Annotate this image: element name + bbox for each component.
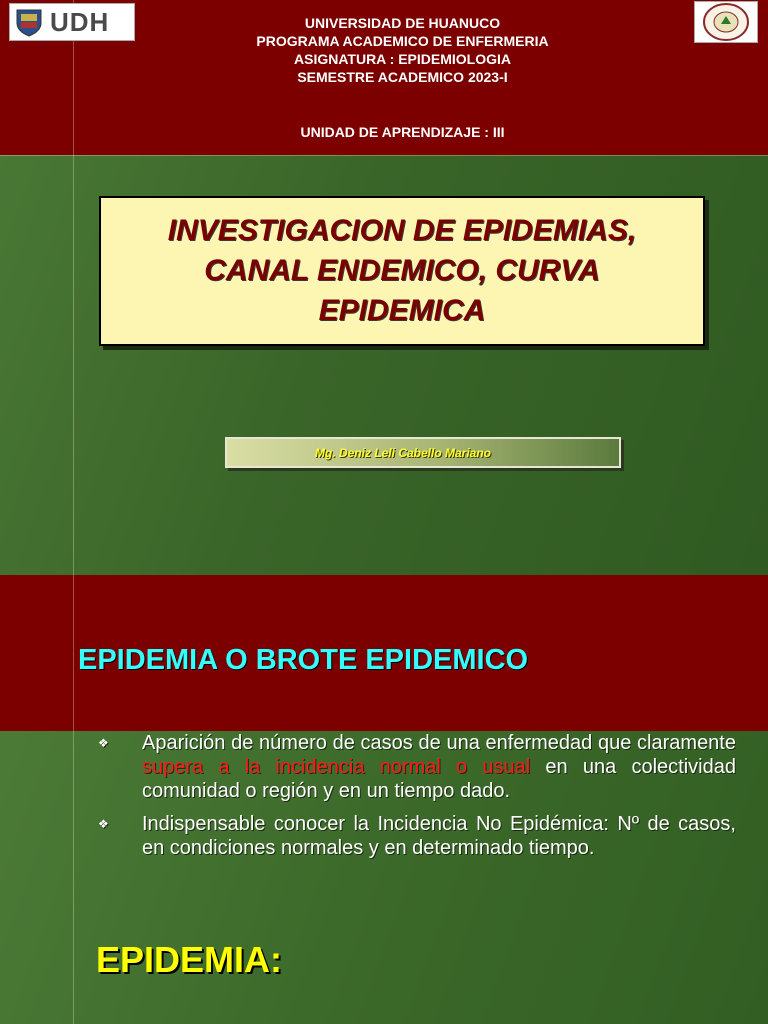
bullet-item-2 xyxy=(98,812,736,860)
bullet-1-text-end: en una colectividad comunidad o región y en un tiempo dado. xyxy=(142,756,736,802)
bullet-list xyxy=(98,731,736,869)
bullet-item-1 xyxy=(98,731,736,803)
diamond-bullet-icon: ❖ xyxy=(98,736,109,750)
title-line-3: EPIDEMICA xyxy=(318,294,486,327)
institution-header xyxy=(0,14,768,86)
bullet-1-text: Aparición de número de casos de una enfermedad que claramente xyxy=(142,732,736,754)
slide-2 xyxy=(0,575,768,1024)
header-line-program: PROGRAMA ACADEMICO DE ENFERMERIA xyxy=(256,33,549,49)
author-name: Mg. Deniz Leli Cabello Mariano xyxy=(314,445,492,460)
udh-logo-text: UDH xyxy=(50,7,110,37)
author-box xyxy=(225,437,621,468)
bullet-2-text: Indispensable conocer la Incidencia No Epidémica: Nº de casos, en condiciones normales y en determinado tiempo. xyxy=(142,813,736,859)
header-line-semester: SEMESTRE ACADEMICO 2023-I xyxy=(297,69,508,85)
bullet-1-highlight: supera a la incidencia normal o usual xyxy=(142,756,531,778)
header-line-university: UNIVERSIDAD DE HUANUCO xyxy=(304,15,501,31)
slide-2-title: EPIDEMIA O BROTE EPIDEMICO xyxy=(78,644,529,676)
epidemia-heading: EPIDEMIA: xyxy=(96,939,283,980)
decor-vertical-line xyxy=(73,575,74,1024)
title-line-1: INVESTIGACION DE EPIDEMIAS, xyxy=(167,214,637,247)
decor-vertical-line xyxy=(73,0,74,575)
learning-unit: UNIDAD DE APRENDIZAJE : III xyxy=(300,124,505,140)
presentation-title xyxy=(168,211,636,331)
title-line-2: CANAL ENDEMICO, CURVA xyxy=(204,254,600,287)
diamond-bullet-icon: ❖ xyxy=(98,817,109,831)
decor-horizontal-line xyxy=(0,155,768,156)
presentation-title-box xyxy=(99,196,705,346)
header-line-subject: ASIGNATURA : EPIDEMIOLOGIA xyxy=(294,51,511,67)
